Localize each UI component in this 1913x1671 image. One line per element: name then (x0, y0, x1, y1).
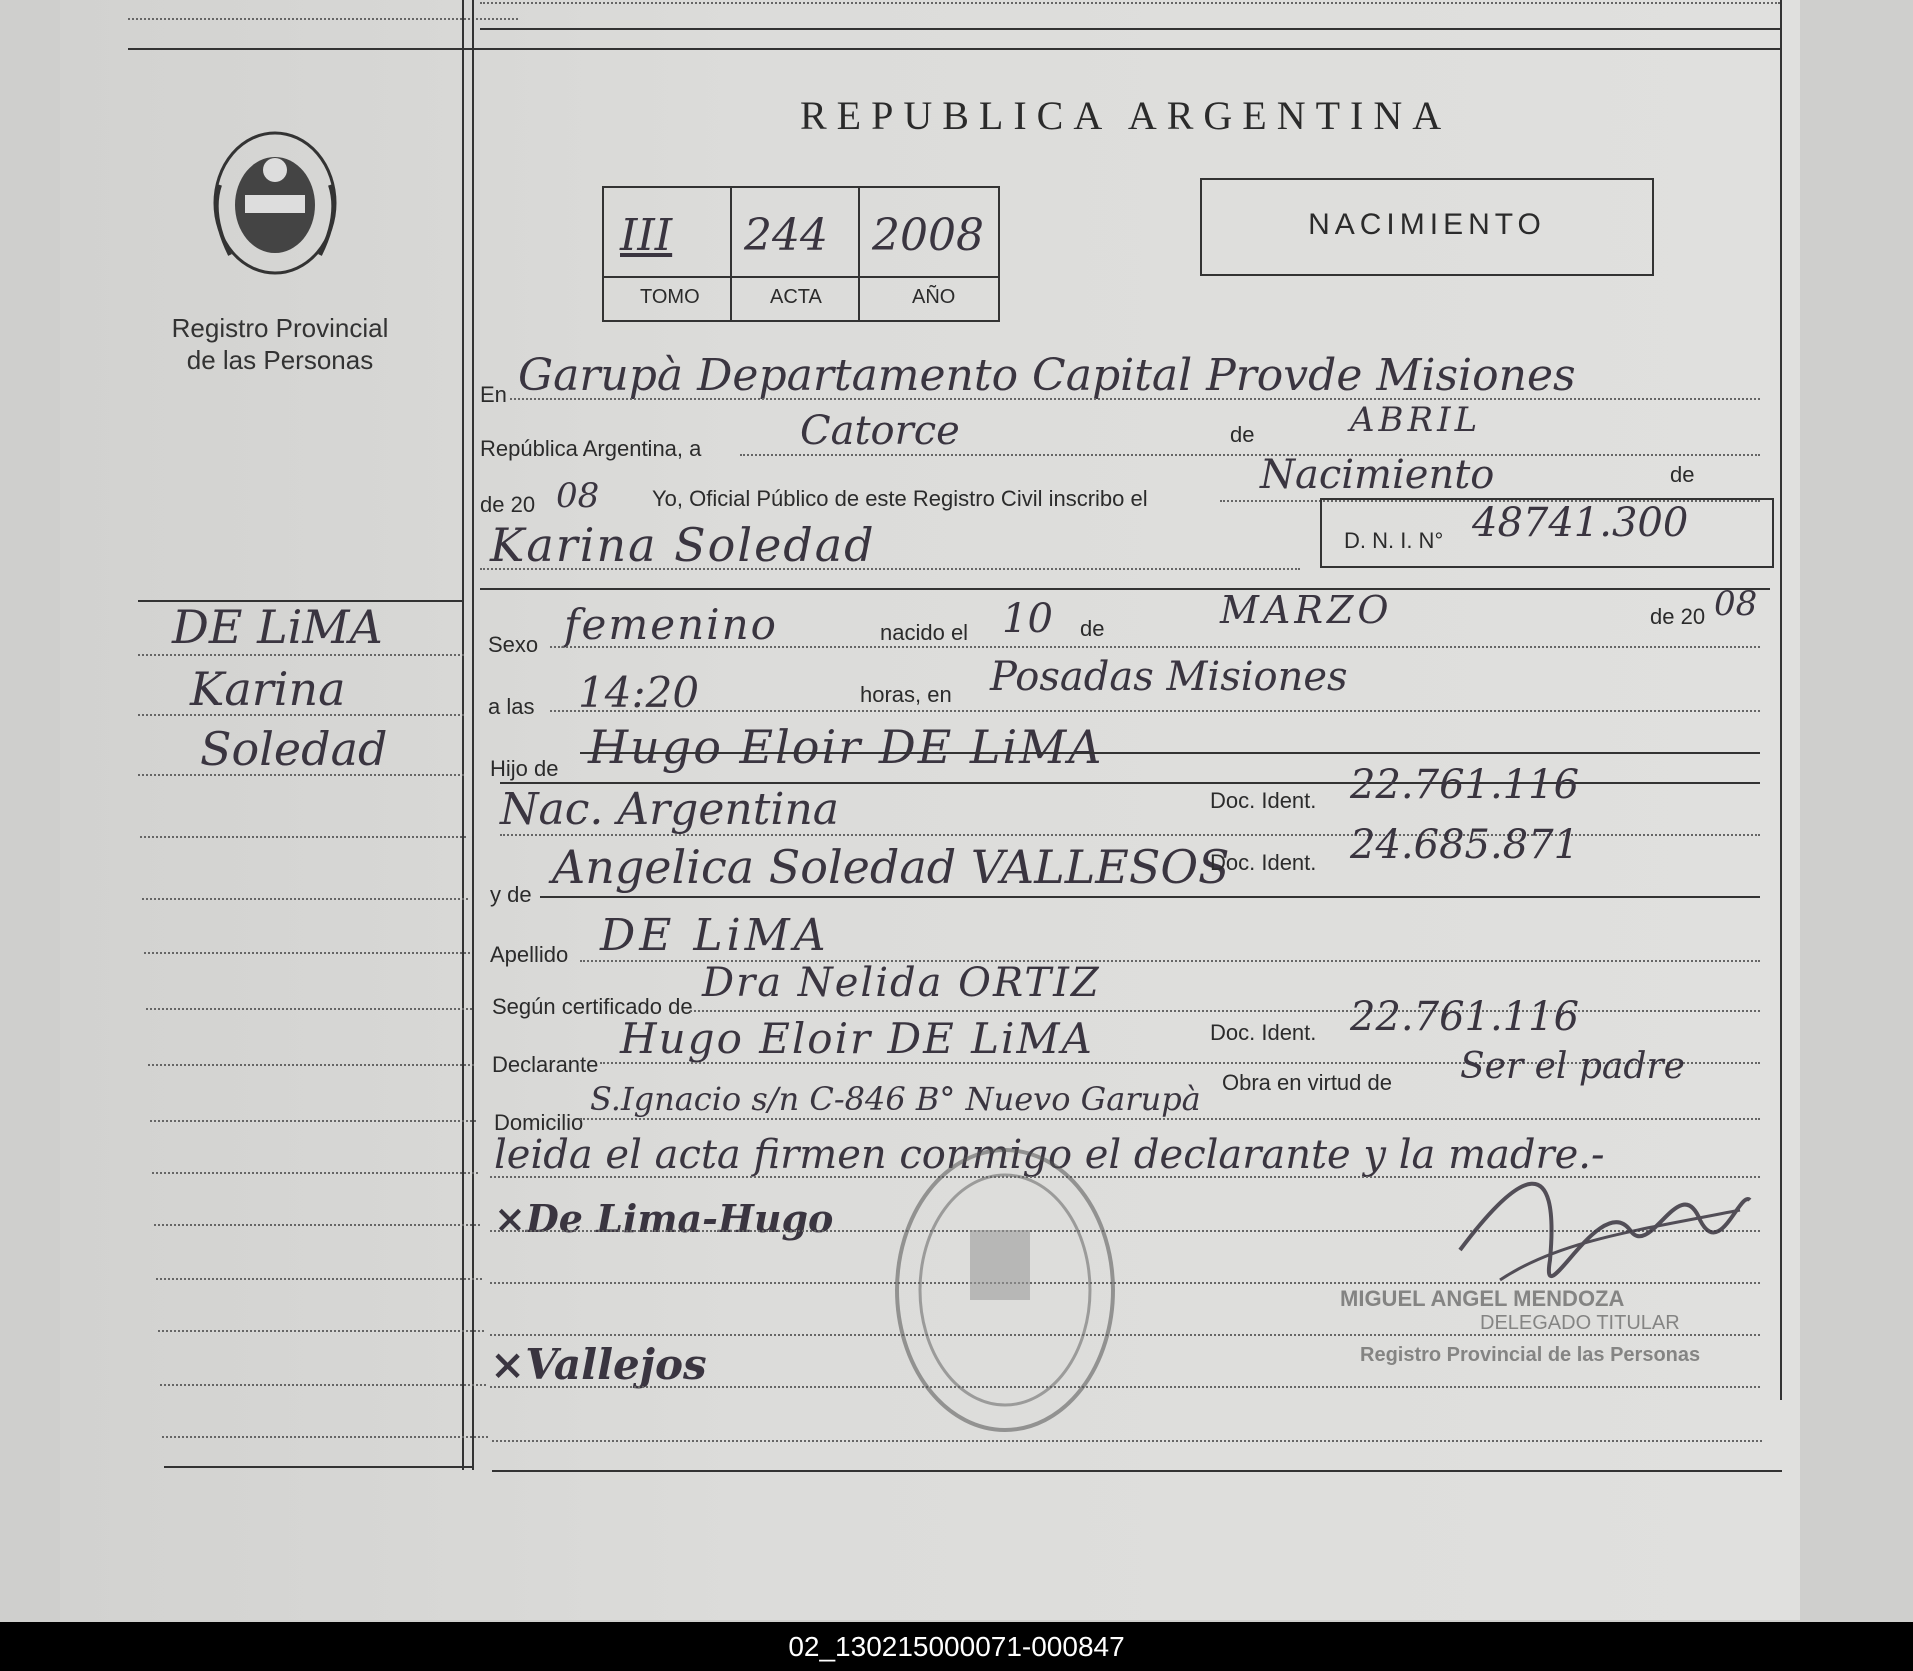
form-line (550, 646, 1760, 648)
de2-label: de (1670, 462, 1695, 487)
margin-line (152, 1172, 478, 1174)
stamp-line-2: DELEGADO TITULAR (1480, 1312, 1680, 1334)
section-rule (480, 588, 1770, 590)
madre-value: Angelica Soledad VALLESOS (552, 840, 1230, 894)
margin-surname: DE LiMA (172, 600, 383, 654)
acta-value: 244 (744, 210, 828, 261)
de3-label: de (1080, 616, 1105, 641)
right-border (1780, 0, 1782, 1400)
margin-line (148, 1064, 474, 1066)
en-label: En (480, 382, 507, 407)
top-dotted-line-right (480, 2, 1780, 4)
doc1-label: Doc. Ident. (1210, 788, 1317, 813)
dni-box (1320, 498, 1774, 568)
republica-label: República Argentina, a (480, 436, 702, 461)
obra-label: Obra en virtud de (1222, 1070, 1392, 1095)
official-stamp-icon (890, 1140, 1120, 1440)
nombre-value: Karina Soledad (490, 518, 876, 572)
apellido-value: DE LiMA (600, 910, 830, 961)
type-box (1200, 178, 1654, 276)
margin-line (138, 714, 464, 716)
inscribo-value: Nacimiento (1260, 452, 1495, 498)
segun-label: Según certificado de (492, 994, 693, 1019)
form-line (550, 710, 1760, 712)
dni-label: D. N. I. N° (1344, 528, 1444, 553)
anio-prefix: de 20 (480, 492, 536, 517)
nacido-label: nacido el (880, 620, 969, 645)
yo-label: Yo, Oficial Público de este Registro Civil inscribo el (652, 486, 1148, 511)
anio-label: AÑO (912, 286, 956, 308)
margin-first-name: Karina (190, 662, 346, 716)
type-label: NACIMIENTO (1308, 208, 1546, 241)
firma-declarante: ×De Lima-Hugo (494, 1196, 834, 1241)
column-divider (462, 0, 464, 1470)
form-line (492, 1440, 1762, 1442)
declarante-label: Declarante (492, 1052, 599, 1077)
stamp-line-3: Registro Provincial de las Personas (1360, 1344, 1701, 1366)
form-line (580, 1118, 1760, 1120)
registry-name: Registro Provincial de las Personas (171, 313, 389, 375)
margin-line (150, 1120, 476, 1122)
en-value: Garupà Departamento Capital Provde Misiones (518, 350, 1576, 401)
alas-label: a las (488, 694, 535, 719)
hora-value: 14:20 (578, 668, 700, 717)
margin-line (144, 952, 470, 954)
form-line (510, 398, 1760, 400)
mes-nac-value: MARZO (1220, 588, 1393, 632)
dia-nac-value: 10 (1002, 596, 1053, 642)
de-label: de (1230, 422, 1255, 447)
doc2-value: 24.685.871 (1350, 822, 1580, 868)
margin-line (142, 898, 468, 900)
column-divider-2 (472, 0, 474, 1470)
padre-rule (580, 752, 1760, 754)
lugar-value: Posadas Misiones (990, 654, 1348, 700)
margin-second-name: Soledad (200, 722, 388, 776)
tomo-label: TOMO (640, 286, 700, 308)
margin-line (138, 654, 464, 656)
image-caption: 02_130215000071-000847 (0, 1622, 1913, 1671)
hijo-label: Hijo de (490, 756, 559, 781)
yde-label: y de (490, 882, 532, 907)
padre-value: Hugo Eloir DE LiMA (588, 720, 1104, 774)
margin-line (154, 1224, 480, 1226)
anio-nac-prefix: de 20 (1650, 604, 1706, 629)
declarante-value: Hugo Eloir DE LiMA (620, 1014, 1094, 1063)
obra-value: Ser el padre (1460, 1046, 1685, 1087)
margin-line (138, 774, 464, 776)
stamp-line-1: MIGUEL ANGEL MENDOZA (1340, 1286, 1625, 1311)
certificate-page (60, 0, 1800, 1620)
domicilio-value: S.Ignacio s/n C-846 B° Nuevo Garupà (590, 1080, 1201, 1118)
segun-value: Dra Nelida ORTIZ (702, 960, 1101, 1006)
doc3-label: Doc. Ident. (1210, 1020, 1317, 1045)
provincial-seal-icon (200, 125, 350, 285)
record-box (602, 186, 1000, 322)
mes-value: ABRIL (1350, 400, 1482, 440)
margin-line (156, 1278, 482, 1280)
margin-line (140, 836, 466, 838)
margin-line (158, 1330, 484, 1332)
apellido-label: Apellido (490, 942, 569, 967)
bottom-rule (492, 1470, 1782, 1472)
anio-value: 2008 (872, 210, 984, 261)
sexo-value: femenino (564, 600, 778, 649)
doc3-value: 22.761.116 (1350, 994, 1580, 1040)
form-line (690, 1010, 1760, 1012)
dia-value: Catorce (800, 408, 960, 454)
top-rule-right (480, 28, 1780, 30)
tomo-value: III (620, 210, 673, 261)
margin-line (160, 1384, 486, 1386)
top-rule-right-2 (480, 48, 1780, 50)
anio-inscripcion-value: 08 (556, 476, 600, 516)
anio-nac-value: 08 (1714, 584, 1758, 624)
margin-line (162, 1436, 488, 1438)
firma-madre: ×Vallejos (490, 1340, 707, 1389)
madre-rule (540, 896, 1760, 898)
dni-value: 48741.300 (1472, 500, 1689, 546)
leida-value: leida el acta firmen conmigo el declarante y la madre.- (494, 1132, 1605, 1178)
margin-bottom-rule (164, 1466, 474, 1468)
doc1-value: 22.761.116 (1350, 762, 1580, 808)
top-dotted-line (128, 18, 518, 20)
top-rule-left (128, 48, 518, 50)
domicilio-label: Domicilio (494, 1110, 584, 1135)
horas-label: horas, en (860, 682, 952, 707)
form-line (490, 1386, 1760, 1388)
acta-label: ACTA (770, 286, 822, 308)
margin-line (146, 1008, 472, 1010)
form-line (740, 454, 1760, 456)
doc2-label: Doc. Ident. (1210, 850, 1317, 875)
page-title: REPUBLICA ARGENTINA (800, 93, 1452, 138)
sexo-label: Sexo (488, 632, 539, 657)
padre-nacionalidad: Nac. Argentina (500, 784, 840, 835)
form-line (480, 568, 1300, 570)
